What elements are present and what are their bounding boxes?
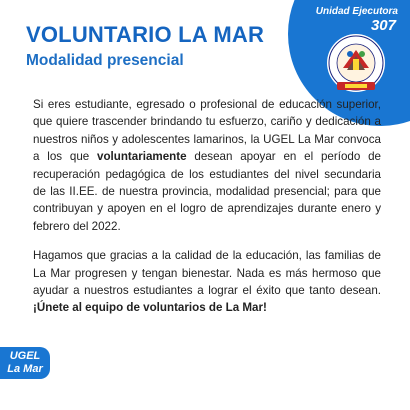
p1-bold: voluntariamente (97, 150, 187, 164)
paragraph-1 (33, 96, 381, 235)
p2-bold: ¡Únete al equipo de voluntarios de La Mar! (33, 301, 267, 315)
badge-label: Unidad Ejecutora (315, 6, 398, 17)
badge-number: 307 (370, 17, 396, 34)
p2-text: Hagamos que gracias a la calidad de la educación, las familias de La Mar progresen y tengan bienestar. Nada es más hermoso que ayudar a nuestros estudiantes a lograr el éxito que tanto desean. (33, 249, 381, 298)
p1-text-b: desean apoyar en el período de recuperación pedagógica de los estudiantes del nivel secundaria de las II.EE. de nuestra provincia, modalidad presencial; para que contribuyan y apoyen en el logro de aprendizajes durante enero y febrero del 2022. (33, 150, 381, 233)
ugel-tag (0, 347, 50, 379)
tag-line-2: La Mar (7, 363, 43, 375)
p1-text-a: Si eres estudiante, egresado o profesional de educación superior, que quiere trascender brindando tu esfuerzo, cariño y dedicación a nuestros niños y adolescentes lamarinos, la UGEL La Mar convoca a los que (33, 98, 381, 164)
body-text (33, 96, 381, 329)
page-title: VOLUNTARIO LA MAR (26, 22, 265, 47)
tag-line-1: UGEL (9, 350, 41, 362)
ugel-seal-icon (323, 32, 389, 98)
page-subtitle: Modalidad presencial (26, 52, 184, 69)
paragraph-2 (33, 247, 381, 317)
